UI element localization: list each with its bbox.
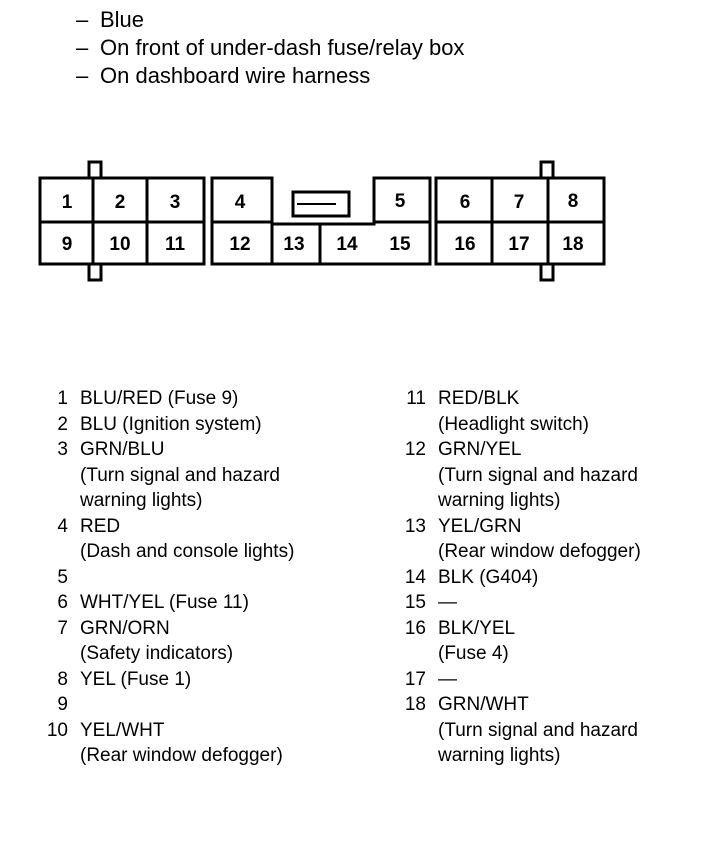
pin-entry-8: 8 YEL (Fuse 1) xyxy=(57,668,192,690)
pin-entry-17: 17 — xyxy=(404,668,457,690)
pin-label-17: 17 xyxy=(508,234,530,255)
pin-label-15: 15 xyxy=(389,234,411,255)
pin-label-13: 13 xyxy=(283,234,305,255)
pin-label-18: 18 xyxy=(562,234,584,255)
pin-label-12: 12 xyxy=(229,234,251,255)
pin-label-7: 7 xyxy=(513,192,525,213)
pin-entry-14: 14 BLK (G404) xyxy=(404,566,539,588)
pin-label-9: 9 xyxy=(61,234,73,255)
connector-info xyxy=(76,6,464,90)
pin-list-left xyxy=(46,386,376,769)
info-line-harness: – On dashboard wire harness xyxy=(76,63,371,88)
pin-entry-9: 9 xyxy=(57,694,68,715)
pin-entry-5: 5 xyxy=(57,566,68,588)
pin-entry-6: 6 WHT/YEL (Fuse 11) xyxy=(57,592,249,613)
pin-entry-11: 11 RED/BLK (Headlight switch) xyxy=(406,388,589,435)
pin-label-5: 5 xyxy=(394,191,406,212)
pin-label-14: 14 xyxy=(336,234,358,255)
pin-label-2: 2 xyxy=(114,192,126,213)
pin-label-11: 11 xyxy=(164,234,186,255)
pin-entry-12: 12 GRN/YEL (Turn signal and hazard warning lights) xyxy=(404,439,638,511)
pin-label-4: 4 xyxy=(234,192,246,213)
pin-label-6: 6 xyxy=(459,192,471,213)
pin-entry-16: 16 BLK/YEL (Fuse 4) xyxy=(404,617,516,664)
info-line-color: – Blue xyxy=(76,7,145,32)
pin-entry-1: 1 BLU/RED (Fuse 9) xyxy=(57,388,239,409)
pin-label-1: 1 xyxy=(61,192,73,213)
pin-entry-3: 3 GRN/BLU (Turn signal and hazard warning lights) xyxy=(57,439,280,511)
pin-entry-10: 10 YEL/WHT (Rear window defogger) xyxy=(46,719,283,766)
pin-entry-18: 18 GRN/WHT (Turn signal and hazard warning lights) xyxy=(404,694,638,766)
pin-entry-7: 7 GRN/ORN (Safety indicators) xyxy=(57,617,234,664)
pin-label-8: 8 xyxy=(567,191,579,212)
pin-entry-2: 2 BLU (Ignition system) xyxy=(57,413,262,435)
pin-label-10: 10 xyxy=(109,234,131,255)
pin-list-right xyxy=(404,386,694,769)
pin-entry-15: 15 — xyxy=(404,592,457,613)
connector-diagram xyxy=(0,150,704,290)
pin-entry-4: 4 RED (Dash and console lights) xyxy=(57,515,295,562)
info-line-location: – On front of under-dash fuse/relay box xyxy=(76,35,465,60)
pin-label-3: 3 xyxy=(169,192,181,213)
pin-entry-13: 13 YEL/GRN (Rear window defogger) xyxy=(404,515,641,562)
pin-label-16: 16 xyxy=(454,234,476,255)
